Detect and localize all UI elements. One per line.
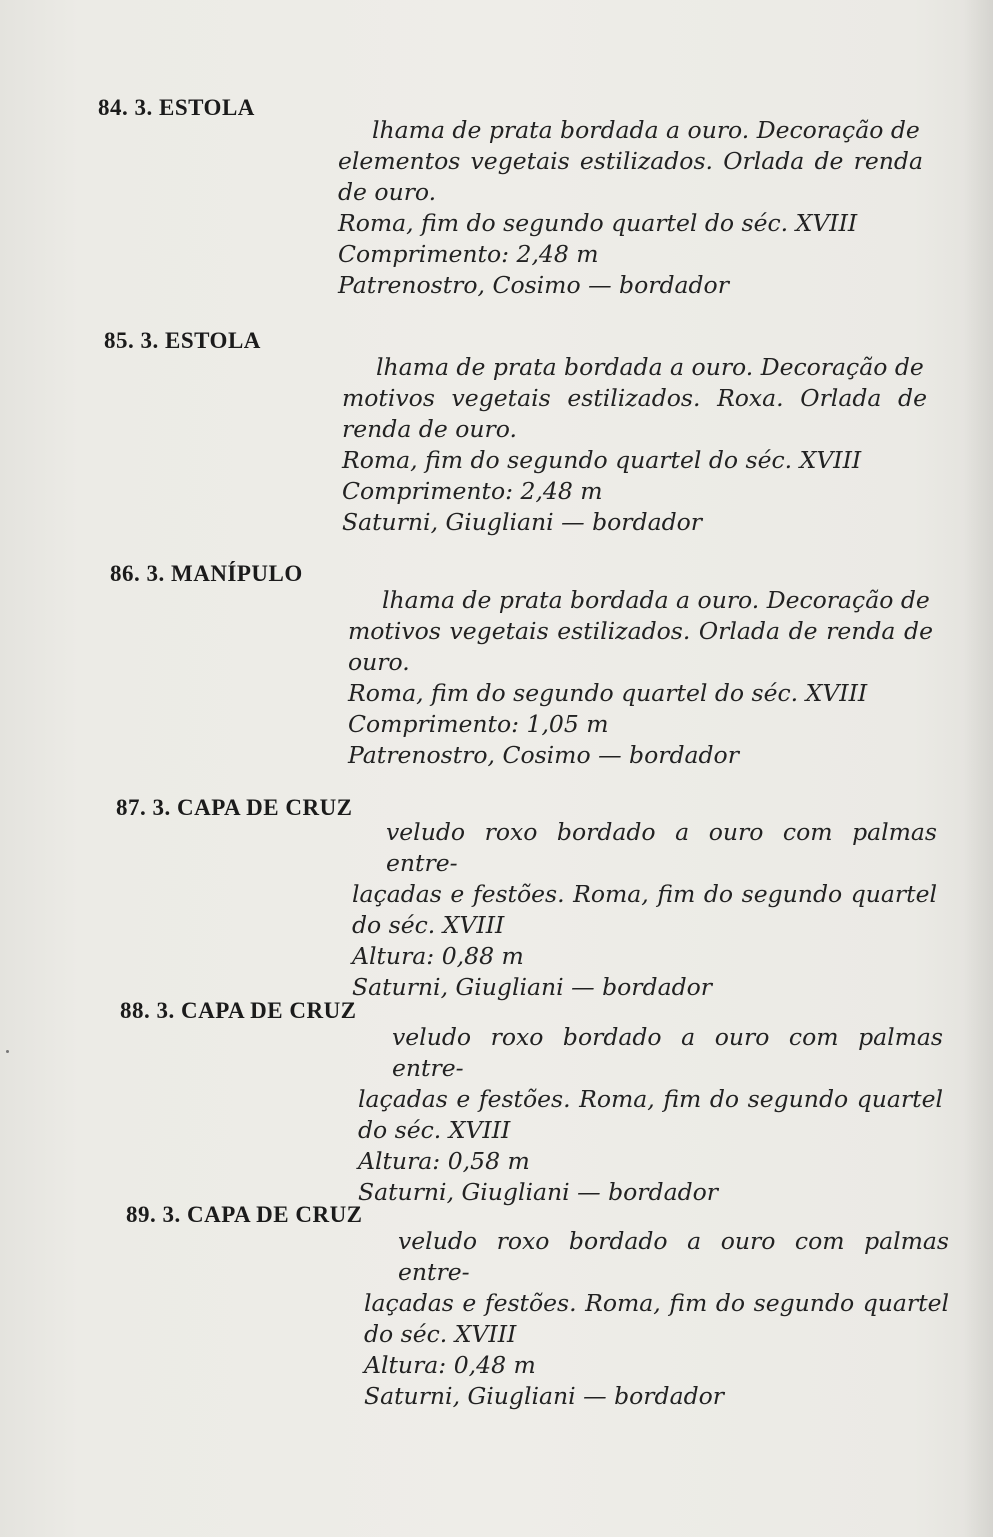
description-line: laçadas e festões. Roma, fim do segundo quartel	[358, 1085, 943, 1113]
entry-heading: 87. 3. CAPA DE CRUZ	[116, 795, 353, 820]
entry-heading: 84. 3. ESTOLA	[98, 95, 255, 120]
entry-heading: 88. 3. CAPA DE CRUZ	[120, 998, 357, 1023]
entry-heading: 86. 3. MANÍPULO	[110, 561, 303, 586]
description-line: ouro.	[348, 648, 410, 676]
description-line: lhama de prata bordada a ouro. Decoração de	[382, 586, 930, 614]
print-speck	[6, 1050, 9, 1053]
entry-description	[364, 1226, 949, 1412]
description-line: motivos vegetais estilizados. Roxa. Orlada de	[342, 384, 927, 412]
description-maker: Saturni, Giugliani — bordador	[358, 1178, 719, 1206]
description-maker: Saturni, Giugliani — bordador	[352, 973, 713, 1001]
entry-description	[348, 585, 933, 771]
description-measurement: Altura: 0,58 m	[358, 1147, 530, 1175]
description-line: laçadas e festões. Roma, fim do segundo quartel	[364, 1289, 949, 1317]
description-line: do séc. XVIII	[352, 911, 505, 939]
description-line: veludo roxo bordado a ouro com palmas entre-	[398, 1227, 949, 1286]
description-origin: Roma, fim do segundo quartel do séc. XVIII	[348, 679, 868, 707]
description-line: veludo roxo bordado a ouro com palmas entre-	[386, 818, 937, 877]
entry-heading: 89. 3. CAPA DE CRUZ	[126, 1202, 363, 1227]
catalog-entry-88	[120, 998, 980, 1206]
catalog-entry-85	[104, 328, 964, 536]
description-line: motivos vegetais estilizados. Orlada de renda de	[348, 617, 933, 645]
entry-description	[352, 817, 937, 1003]
description-measurement: Altura: 0,48 m	[364, 1351, 536, 1379]
catalog-entry-86	[110, 561, 970, 769]
description-line: laçadas e festões. Roma, fim do segundo quartel	[352, 880, 937, 908]
description-line: do séc. XVIII	[364, 1320, 517, 1348]
entry-description	[338, 115, 923, 301]
description-measurement: Comprimento: 2,48 m	[342, 477, 603, 505]
description-line: veludo roxo bordado a ouro com palmas entre-	[392, 1023, 943, 1082]
description-origin: Roma, fim do segundo quartel do séc. XVIII	[342, 446, 862, 474]
description-maker: Saturni, Giugliani — bordador	[364, 1382, 725, 1410]
description-line: lhama de prata bordada a ouro. Decoração de	[376, 353, 924, 381]
description-line: do séc. XVIII	[358, 1116, 511, 1144]
description-line: de ouro.	[338, 178, 437, 206]
description-measurement: Comprimento: 1,05 m	[348, 710, 609, 738]
description-measurement: Comprimento: 2,48 m	[338, 240, 599, 268]
description-maker: Patrenostro, Cosimo — bordador	[348, 741, 739, 769]
description-maker: Saturni, Giugliani — bordador	[342, 508, 703, 536]
page-edge-shadow	[963, 0, 993, 1537]
description-line: elementos vegetais estilizados. Orlada de renda	[338, 147, 923, 175]
catalog-entry-87	[116, 795, 976, 1001]
entry-heading: 85. 3. ESTOLA	[104, 328, 261, 353]
entry-description	[342, 352, 927, 538]
description-line: renda de ouro.	[342, 415, 517, 443]
description-maker: Patrenostro, Cosimo — bordador	[338, 271, 729, 299]
description-measurement: Altura: 0,88 m	[352, 942, 524, 970]
description-line: lhama de prata bordada a ouro. Decoração de	[372, 116, 920, 144]
catalog-entry-84	[98, 95, 958, 299]
description-origin: Roma, fim do segundo quartel do séc. XVIII	[338, 209, 858, 237]
entry-description	[358, 1022, 943, 1208]
catalog-entry-89	[126, 1202, 986, 1410]
